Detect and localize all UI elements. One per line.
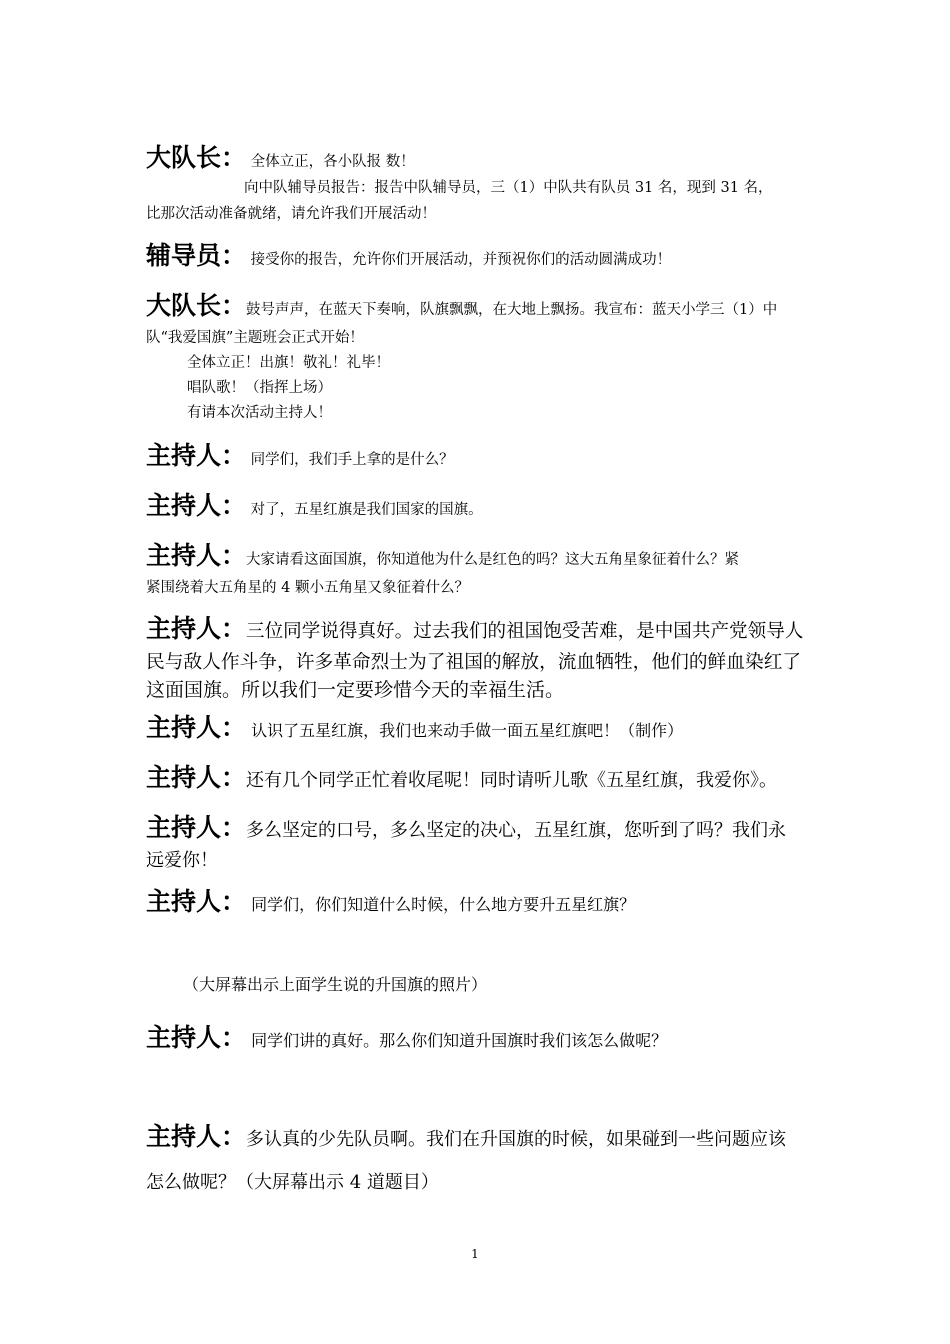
line-text: 还有几个同学正忙着收尾呢！同时请听儿歌《五星红旗，我爱你》。 <box>246 770 778 791</box>
speaker-label: 大队长： <box>146 143 247 172</box>
speaker-label: 主持人： <box>146 1023 247 1052</box>
speaker-label: 主持人： <box>146 763 247 792</box>
dialogue-line <box>146 536 739 572</box>
line-text: 认识了五星红旗，我们也来动手做一面五星红旗吧！（制作） <box>246 721 684 740</box>
page-number: 1 <box>471 1247 479 1261</box>
text-line: 这面国旗。所以我们一定要珍惜今天的幸福生活。 <box>146 679 565 701</box>
dialogue-line <box>146 609 803 645</box>
speaker-label: 主持人： <box>146 713 247 742</box>
text-line: 怎么做呢？（大屏幕出示 4 道题目） <box>146 1172 439 1193</box>
dialogue-line <box>146 758 777 794</box>
line-text: 大家请看这面国旗，你知道他为什么是红色的吗？这大五角星象征着什么？紧 <box>246 552 740 568</box>
speaker-label: 主持人： <box>146 541 247 570</box>
line-text: 对了，五星红旗是我们国家的国旗。 <box>246 502 483 518</box>
dialogue-line <box>146 436 454 472</box>
dialogue-line <box>146 138 415 174</box>
speaker-label: 主持人： <box>146 491 247 520</box>
dialogue-line <box>146 708 683 744</box>
dialogue-line <box>146 808 786 844</box>
dialogue-line <box>146 882 635 918</box>
text-line: 远爱你！ <box>146 850 218 871</box>
text-line: 唱队歌！（指挥上场） <box>187 380 332 396</box>
dialogue-line <box>146 286 777 322</box>
line-text: 接受你的报告，允许你们开展活动，并预祝你们的活动圆满成功！ <box>246 252 672 268</box>
line-text: 多么坚定的口号，多么坚定的决心，五星红旗，您听到了吗？我们永 <box>246 820 787 841</box>
line-text: 同学们，你们知道什么时候，什么地方要升五星红旗？ <box>246 895 636 914</box>
line-text: 全体立正，各小队报 数！ <box>246 154 415 170</box>
dialogue-line <box>146 486 483 522</box>
text-line: 队“我爱国旗”主题班会正式开始！ <box>146 330 364 346</box>
text-line: 民与敌人作斗争，许多革命烈士为了祖国的解放，流血牺牲，他们的鲜血染红了 <box>146 652 802 673</box>
line-text: 同学们，我们手上拿的是什么？ <box>246 452 454 468</box>
text-line: 有请本次活动主持人！ <box>187 405 332 421</box>
text-line: 全体立正！出旗！敬礼！礼毕！ <box>187 355 390 371</box>
speaker-label: 主持人： <box>146 887 247 916</box>
text-line: 紧围绕着大五角星的 4 颗小五角星又象征着什么？ <box>146 580 469 596</box>
dialogue-line <box>146 1018 667 1054</box>
dialogue-line <box>146 1117 786 1153</box>
line-text: 鼓号声声，在蓝天下奏响，队旗飘飘，在大地上飘扬。我宣布：蓝天小学三（1）中 <box>246 302 778 318</box>
speaker-label: 主持人： <box>146 813 247 842</box>
speaker-label: 主持人： <box>146 1122 247 1151</box>
line-text: 同学们讲的真好。那么你们知道升国旗时我们该怎么做呢？ <box>246 1031 668 1050</box>
line-text: 多认真的少先队员啊。我们在升国旗的时候，如果碰到一些问题应该 <box>246 1129 787 1150</box>
line-text: 三位同学说得真好。过去我们的祖国饱受苦难，是中国共产党领导人 <box>246 621 804 642</box>
text-line: 比那次活动准备就绪，请允许我们开展活动！ <box>146 206 436 222</box>
speaker-label: 主持人： <box>146 441 247 470</box>
speaker-label: 大队长： <box>146 291 247 320</box>
stage-direction: （大屏幕出示上面学生说的升国旗的照片） <box>183 975 488 994</box>
speaker-label: 主持人： <box>146 614 247 643</box>
speaker-label: 辅导员： <box>146 241 247 270</box>
text-line: 向中队辅导员报告：报告中队辅导员，三（1）中队共有队员 31 名，现到 31 名， <box>244 180 773 196</box>
dialogue-line <box>146 236 671 272</box>
